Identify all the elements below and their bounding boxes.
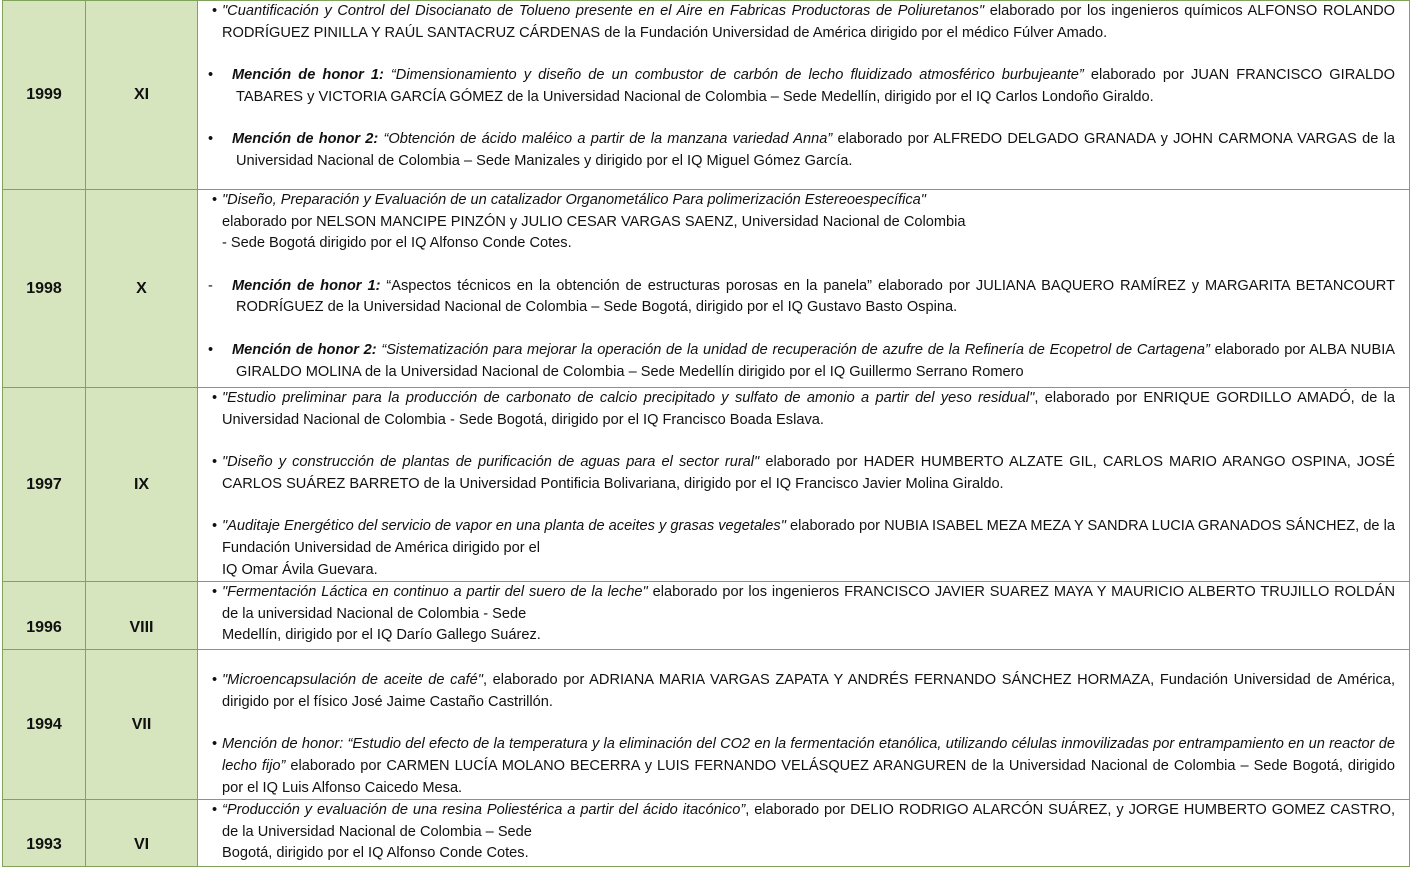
bullet: -	[208, 277, 213, 294]
work-title: Mención de honor: “Estudio del efecto de la temperatura y la eliminación del CO2 en la fermentación etanólica, utilizando células inmovilizadas por entrampamiento en un reactor de lecho fijo”	[222, 736, 1395, 774]
description-cell	[198, 388, 1410, 582]
edition-cell: XI	[86, 1, 198, 190]
year-cell: 1993	[3, 800, 86, 867]
work-title: "Estudio preliminar para la producción de carbonato de calcio precipitado y sulfato de amonio a partir del yeso residual"	[222, 390, 1035, 406]
table-row	[3, 1, 1410, 190]
work-details: elaborado por JUAN FRANCISCO GIRALDO TABARES y VICTORIA GARCÍA GÓMEZ de la Universidad Nacional de Colombia – Sede Medellín, dirigido por el IQ Carlos Londoño Giraldo.	[236, 67, 1395, 105]
work-details: - Sede Bogotá dirigido por el IQ Alfonso Conde Cotes.	[222, 235, 572, 252]
year-cell: 1998	[3, 190, 86, 388]
list-item	[212, 388, 1395, 431]
list-item	[212, 516, 1395, 581]
work-title: “Dimensionamiento y diseño de un combustor de carbón de lecho fluidizado atmosférico burbujeante”	[383, 67, 1084, 84]
work-title: “Aspectos técnicos en la obtención de estructuras porosas en la panela”	[380, 277, 873, 294]
table-row	[3, 800, 1410, 867]
bullet: •	[208, 341, 214, 358]
list-item	[212, 452, 1395, 495]
year-cell: 1996	[3, 582, 86, 650]
table-row	[3, 190, 1410, 388]
bullet: •	[212, 802, 218, 819]
work-details: elaborado por ALFREDO DELGADO GRANADA y JOHN CARMONA VARGAS de la Universidad Nacional de Colombia – Sede Manizales y dirigido por el IQ Miguel Gómez García.	[236, 131, 1396, 169]
work-title: "Diseño, Preparación y Evaluación de un catalizador Organometálico Para polimerización Estereoespecífica"	[222, 192, 926, 208]
table-row	[3, 388, 1410, 582]
bullet: •	[212, 3, 218, 19]
honor-label: Mención de honor 2:	[232, 131, 379, 148]
work-title: “Obtención de ácido maléico a partir de la manzana variedad Anna”	[378, 131, 833, 148]
work-details: elaborado por los ingenieros químicos ALFONSO ROLANDO RODRÍGUEZ PINILLA Y RAÚL SANTACRUZ CÁRDENAS de la Fundación Universidad de América dirigido por el médico Fúlver Amado.	[222, 3, 1395, 41]
list-item	[208, 276, 1395, 319]
description-cell	[198, 190, 1410, 388]
work-details: , elaborado por DELIO RODRIGO ALARCÓN SUÁREZ, y JORGE HUMBERTO GOMEZ CASTRO, de la Universidad Nacional de Colombia – Sede	[222, 802, 1396, 840]
description-cell	[198, 800, 1410, 867]
year-cell: 1997	[3, 388, 86, 582]
list-item	[212, 190, 1395, 255]
year-cell: 1994	[3, 650, 86, 800]
work-title: “Sistematización para mejorar la operación de la unidad de recuperación de azufre de la Refinería de Ecopetrol de Cartagena”	[376, 341, 1210, 358]
edition-cell: IX	[86, 388, 198, 582]
bullet: •	[212, 672, 218, 689]
description-cell	[198, 1, 1410, 190]
work-title: "Cuantificación y Control del Disocianato de Tolueno presente en el Aire en Fabricas Productoras de Poliuretanos"	[222, 3, 985, 19]
work-details: elaborado por ALBA NUBIA GIRALDO MOLINA de la Universidad Nacional de Colombia – Sede Medellín dirigido por el IQ Guillermo Serrano Romero	[236, 341, 1395, 380]
bullet: •	[208, 67, 214, 84]
bullet: •	[212, 192, 218, 208]
edition-cell: X	[86, 190, 198, 388]
awards-table	[2, 0, 1410, 867]
bullet: •	[212, 390, 218, 406]
work-details: Medellín, dirigido por el IQ Darío Gallego Suárez.	[222, 627, 541, 644]
list-item	[208, 129, 1396, 172]
bullet: •	[212, 584, 218, 601]
description-cell	[198, 650, 1410, 800]
edition-cell: VI	[86, 800, 198, 867]
description-cell	[198, 582, 1410, 650]
work-details: elaborado por los ingenieros FRANCISCO JAVIER SUAREZ MAYA Y MAURICIO ALBERTO TRUJILLO ROLDÁN de la universidad Nacional de Colombia - Sede	[222, 584, 1395, 622]
year-cell: 1999	[3, 1, 86, 190]
work-details: elaborado por CARMEN LUCÍA MOLANO BECERRA y LUIS FERNANDO VELÁSQUEZ ARANGUREN de la Universidad Nacional de Colombia – Sede Bogotá, dirigido por el IQ Luis Alfonso Caicedo Mesa.	[222, 757, 1395, 796]
edition-cell: VII	[86, 650, 198, 800]
work-title: "Auditaje Energético del servicio de vapor en una planta de aceites y grasas vegetales"	[222, 518, 786, 535]
bullet: •	[212, 736, 218, 753]
work-details: , elaborado por ENRIQUE GORDILLO AMADÓ, de la Universidad Nacional de Colombia - Sede Bogotá, dirigido por el IQ Francisco Boada Eslava.	[222, 390, 1395, 428]
work-details: elaborado por HADER HUMBERTO ALZATE GIL, CARLOS MARIO ARANGO OSPINA, JOSÉ CARLOS SUÁREZ BARRETO de la Universidad Pontificia Bolivariana, dirigido por el IQ Francisco Javier Molina Giraldo.	[222, 454, 1395, 492]
bullet: •	[212, 454, 218, 471]
list-item	[212, 1, 1395, 44]
honor-label: Mención de honor 1:	[232, 277, 381, 294]
honor-label: Mención de honor 1:	[232, 67, 384, 84]
list-item	[208, 340, 1395, 383]
work-details: IQ Omar Ávila Guevara.	[222, 561, 378, 578]
list-item	[208, 65, 1395, 108]
work-details: elaborado por NELSON MANCIPE PINZÓN y JULIO CESAR VARGAS SAENZ, Universidad Nacional de Colombia	[222, 213, 966, 230]
work-title: "Fermentación Láctica en continuo a partir del suero de la leche"	[222, 584, 648, 601]
table-row	[3, 582, 1410, 650]
table-row	[3, 650, 1410, 800]
list-item	[212, 734, 1395, 799]
work-title: "Microencapsulación de aceite de café"	[222, 672, 483, 689]
work-details: elaborado por JULIANA BAQUERO RAMÍREZ y MARGARITA BETANCOURT RODRÍGUEZ de la Universidad Nacional de Colombia – Sede Bogotá, dirigido por el IQ Gustavo Basto Ospina.	[236, 277, 1395, 316]
bullet: •	[208, 131, 214, 148]
list-item	[212, 800, 1395, 865]
work-title: “Producción y evaluación de una resina Poliestérica a partir del ácido itacónico”	[222, 802, 746, 819]
work-details: , elaborado por ADRIANA MARIA VARGAS ZAPATA Y ANDRÉS FERNANDO SÁNCHEZ HORMAZA, Fundación Universidad de América, dirigido por el físico José Jaime Castaño Castrillón.	[222, 672, 1395, 710]
list-item	[212, 582, 1395, 647]
work-title: "Diseño y construcción de plantas de purificación de aguas para el sector rural"	[222, 454, 760, 471]
honor-label: Mención de honor 2:	[232, 341, 377, 358]
bullet: •	[212, 518, 218, 535]
work-details: Bogotá, dirigido por el IQ Alfonso Conde Cotes.	[222, 845, 529, 862]
edition-cell: VIII	[86, 582, 198, 650]
list-item	[212, 670, 1395, 713]
work-details: elaborado por NUBIA ISABEL MEZA MEZA Y SANDRA LUCIA GRANADOS SÁNCHEZ, de la Fundación Universidad de América dirigido por el	[222, 518, 1395, 556]
